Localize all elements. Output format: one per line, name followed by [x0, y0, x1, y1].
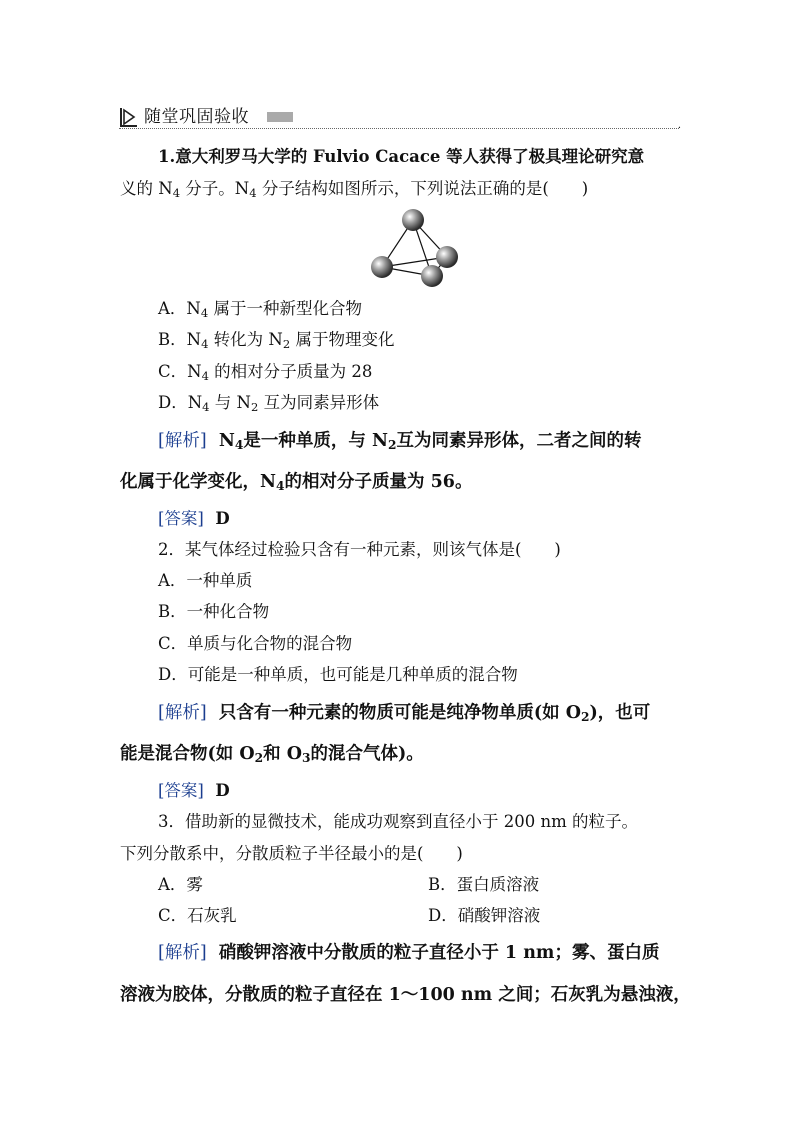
- q2-option-c: C．单质与化合物的混合物: [158, 634, 353, 653]
- q1-option-a: A．$N_4$ 属于一种新型化合物: [158, 299, 362, 320]
- play-arrow-icon: [119, 106, 139, 128]
- nitrogen-atom: [371, 256, 393, 278]
- n4-molecule-diagram: [364, 204, 464, 288]
- q1-analysis-line2: 化属于化学变化，$N_4$的相对分子质量为 56。: [120, 472, 473, 494]
- nitrogen-atom: [402, 209, 424, 231]
- q2-option-a: A．一种单质: [158, 571, 253, 590]
- banner-end-dot: ·: [677, 123, 681, 134]
- q2-option-d: D．可能是一种单质，也可能是几种单质的混合物: [158, 665, 518, 684]
- q1-analysis-line1: [解析] $N_4$是一种单质，与 $N_2$互为同素异形体，二者之间的转: [158, 431, 642, 453]
- analysis-tag: [解析]: [158, 943, 207, 963]
- section-title: 随堂巩固验收: [144, 107, 249, 127]
- banner-divider: [119, 128, 679, 129]
- q3-option-b: B．蛋白质溶液: [428, 875, 540, 894]
- q2-option-b: B．一种化合物: [158, 602, 270, 621]
- answer-tag: [答案]: [158, 781, 204, 800]
- q2-analysis-line2: 能是混合物(如 $O_2$和 $O_3$的混合气体)。: [120, 744, 424, 766]
- q1-option-b: B．$N_4$ 转化为 $N_2$ 属于物理变化: [158, 330, 395, 351]
- q1-stem-line1: 1.意大利罗马大学的 Fulvio Cacace 等人获得了极具理论研究意: [158, 147, 645, 166]
- q3-analysis-line2: 溶液为胶体，分散质的粒子直径在 1～100 nm 之间；石灰乳为悬浊液，: [120, 985, 691, 1005]
- section-banner: [119, 104, 681, 134]
- q3-stem-line2: 下列分散系中，分散质粒子半径最小的是( ): [120, 844, 463, 863]
- nitrogen-atom: [421, 265, 443, 287]
- analysis-tag: [解析]: [158, 431, 207, 451]
- answer-tag: [答案]: [158, 509, 204, 528]
- banner-decoration: [267, 112, 293, 122]
- q2-analysis-line1: [解析] 只含有一种元素的物质可能是纯净物单质(如 $O_2$)，也可: [158, 703, 651, 725]
- analysis-tag: [解析]: [158, 703, 207, 723]
- q2-answer: [答案] D: [158, 781, 230, 800]
- q3-option-d: D．硝酸钾溶液: [428, 906, 541, 925]
- q3-stem-line1: 3．借助新的显微技术，能成功观察到直径小于 200 nm 的粒子。: [158, 812, 638, 831]
- nitrogen-atom: [436, 246, 458, 268]
- q3-analysis-line1: [解析] 硝酸钾溶液中分散质的粒子直径小于 1 nm；雾、蛋白质: [158, 943, 660, 963]
- q3-option-c: C．石灰乳: [158, 906, 237, 925]
- q1-option-c: C．$N_4$ 的相对分子质量为 28: [158, 362, 373, 383]
- q1-stem-line2: 义的 $N_4$ 分子。$N_4$ 分子结构如图所示，下列说法正确的是( ): [120, 179, 589, 200]
- q1-option-d: D．$N_4$ 与 $N_2$ 互为同素异形体: [158, 393, 380, 414]
- q2-stem: 2．某气体经过检验只含有一种元素，则该气体是( ): [158, 540, 561, 559]
- q3-option-a: A．雾: [158, 875, 203, 894]
- q1-answer: [答案] D: [158, 509, 230, 528]
